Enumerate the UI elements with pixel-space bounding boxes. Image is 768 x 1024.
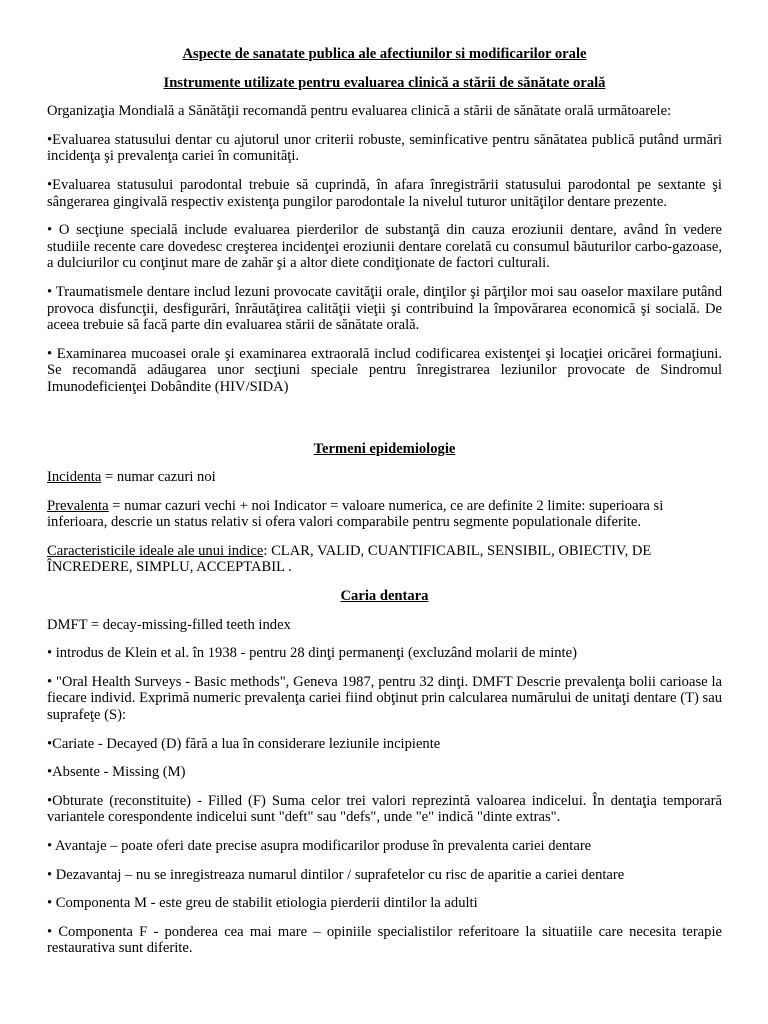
term-incidenta: Incidenta [47, 469, 102, 486]
document-subtitle: Instrumente utilizate pentru evaluarea clinică a stării de sănătate orală [163, 74, 606, 91]
paragraph-disadvantage: • Dezavantaj – nu se inregistreaza numarul dintilor / suprafetelor cu risc de aparitie a cariei dentare [47, 866, 625, 883]
definition-incidenta [47, 469, 722, 486]
paragraph-klein: • introdus de Klein et al. în 1938 - pentru 28 dinţi permanenţi (excluzând molarii de minte) [47, 645, 577, 662]
incidenta-definition: = numar cazuri noi [101, 469, 216, 486]
paragraph-oral-health-surveys: • "Oral Health Surveys - Basic methods", Geneva 1987, pentru 32 dinţi. DMFT Descrie prevalenţa bolii carioase la fiecare individ. Exprimă numeric prevalenţa cariei fiind obţinut prin calcularea numărului de unitaţi dentare (T) sau suprafeţe (S): [47, 673, 722, 724]
section-heading-caries: Caria dentara [340, 588, 429, 605]
characteristics-definition: : CLAR, VALID, CUANTIFICABIL, SENSIBIL, OBIECTIV, DE ÎNCREDERE, SIMPLU, ACCEPTABIL . [47, 542, 652, 576]
term-prevalenta: Prevalenta [47, 497, 109, 514]
paragraph-dental-erosion: • O secţiune specială include evaluarea pierderilor de substanţă din cauza eroziunii dentare, având în vedere studiile recente care dovedesc creşterea incidenţei eroziunii dentare corelată cu consumul băuturilor carbo-gazoase, a dulciurilor cu conţinut mare de zahăr şi a altor diete condiţionate de factori culturali. [47, 222, 722, 272]
section-heading-epidemiology: Termeni epidemiologie [313, 440, 456, 457]
paragraph-missing: •Absente - Missing (M) [47, 764, 186, 781]
definition-characteristics [47, 543, 722, 576]
paragraph-periodontal-status: •Evaluarea statusului parodontal trebuie să cuprindă, în afara înregistrării statusului parodontal pe sextante şi sângerarea gingivală respectiv existenţa pungilor parodontale la nivelul tuturor unităţilor dentare prezente. [47, 176, 722, 210]
document-title: Aspecte de sanatate publica ale afectiunilor si modificarilor orale [182, 46, 587, 62]
paragraph-dmft: DMFT = decay-missing-filled teeth index [47, 616, 291, 633]
intro-paragraph: Organizaţia Mondială a Sănătăţii recomandă pentru evaluarea clinică a stării de sănătate orală următoarele: [47, 103, 672, 120]
definition-prevalenta [47, 498, 722, 531]
paragraph-dental-trauma: • Traumatismele dentare includ lezuni provocate cavităţii orale, dinţilor şi părţilor moi sau oaselor maxilare putând provoca disfuncţii, desfigurări, înrăutăţirea calităţii vieţii şi contribuind la împovărarea economică şi socială. De aceea trebuie să facă parte din evaluarea stării de sănătate orală. [47, 283, 722, 334]
paragraph-decayed: •Cariate - Decayed (D) fără a lua în considerare leziunile incipiente [47, 735, 441, 752]
paragraph-dental-status: •Evaluarea statusului dentar cu ajutorul unor criterii robuste, seminficative pentru sănătatea publică putând urmări incidenţa şi prevalenţa cariei în comunităţi. [47, 131, 722, 165]
term-characteristics: Caracteristicile ideale ale unui indice [47, 542, 264, 559]
paragraph-advantages: • Avantaje – poate oferi date precise asupra modificarilor produse în prevalenta cariei dentare [47, 838, 592, 854]
prevalenta-definition: = numar cazuri vechi + noi Indicator = valoare numerica, ce are definite 2 limite: superioara si inferioara, descrie un status relativ si ofera valori comparabile pentru segmente populationale diferite. [47, 497, 664, 531]
paragraph-component-m: • Componenta M - este greu de stabilit etiologia pierderii dintilor la adulti [47, 895, 478, 912]
paragraph-filled: •Obturate (reconstituite) - Filled (F) Suma celor trei valori reprezintă valoarea indicelui. În dentaţia temporară variantele corespondente indicelui sunt "deft" sau "defs", unde "e" indică "dinte extras". [47, 792, 722, 826]
paragraph-oral-mucosa: • Examinarea mucoasei orale şi examinarea extraorală includ codificarea existenţei şi locaţiei oricărei formaţiuni. Se recomandă adăugarea unor secţiuni speciale pentru înregistrarea leziunilor provocate de Sindromul Imunodeficienţei Dobândite (HIV/SIDA) [47, 345, 722, 395]
paragraph-component-f: • Componenta F - ponderea cea mai mare – opiniile specialistilor referitoare la situatiile care necesita terapie restaurativa sunt diferite. [47, 923, 722, 957]
